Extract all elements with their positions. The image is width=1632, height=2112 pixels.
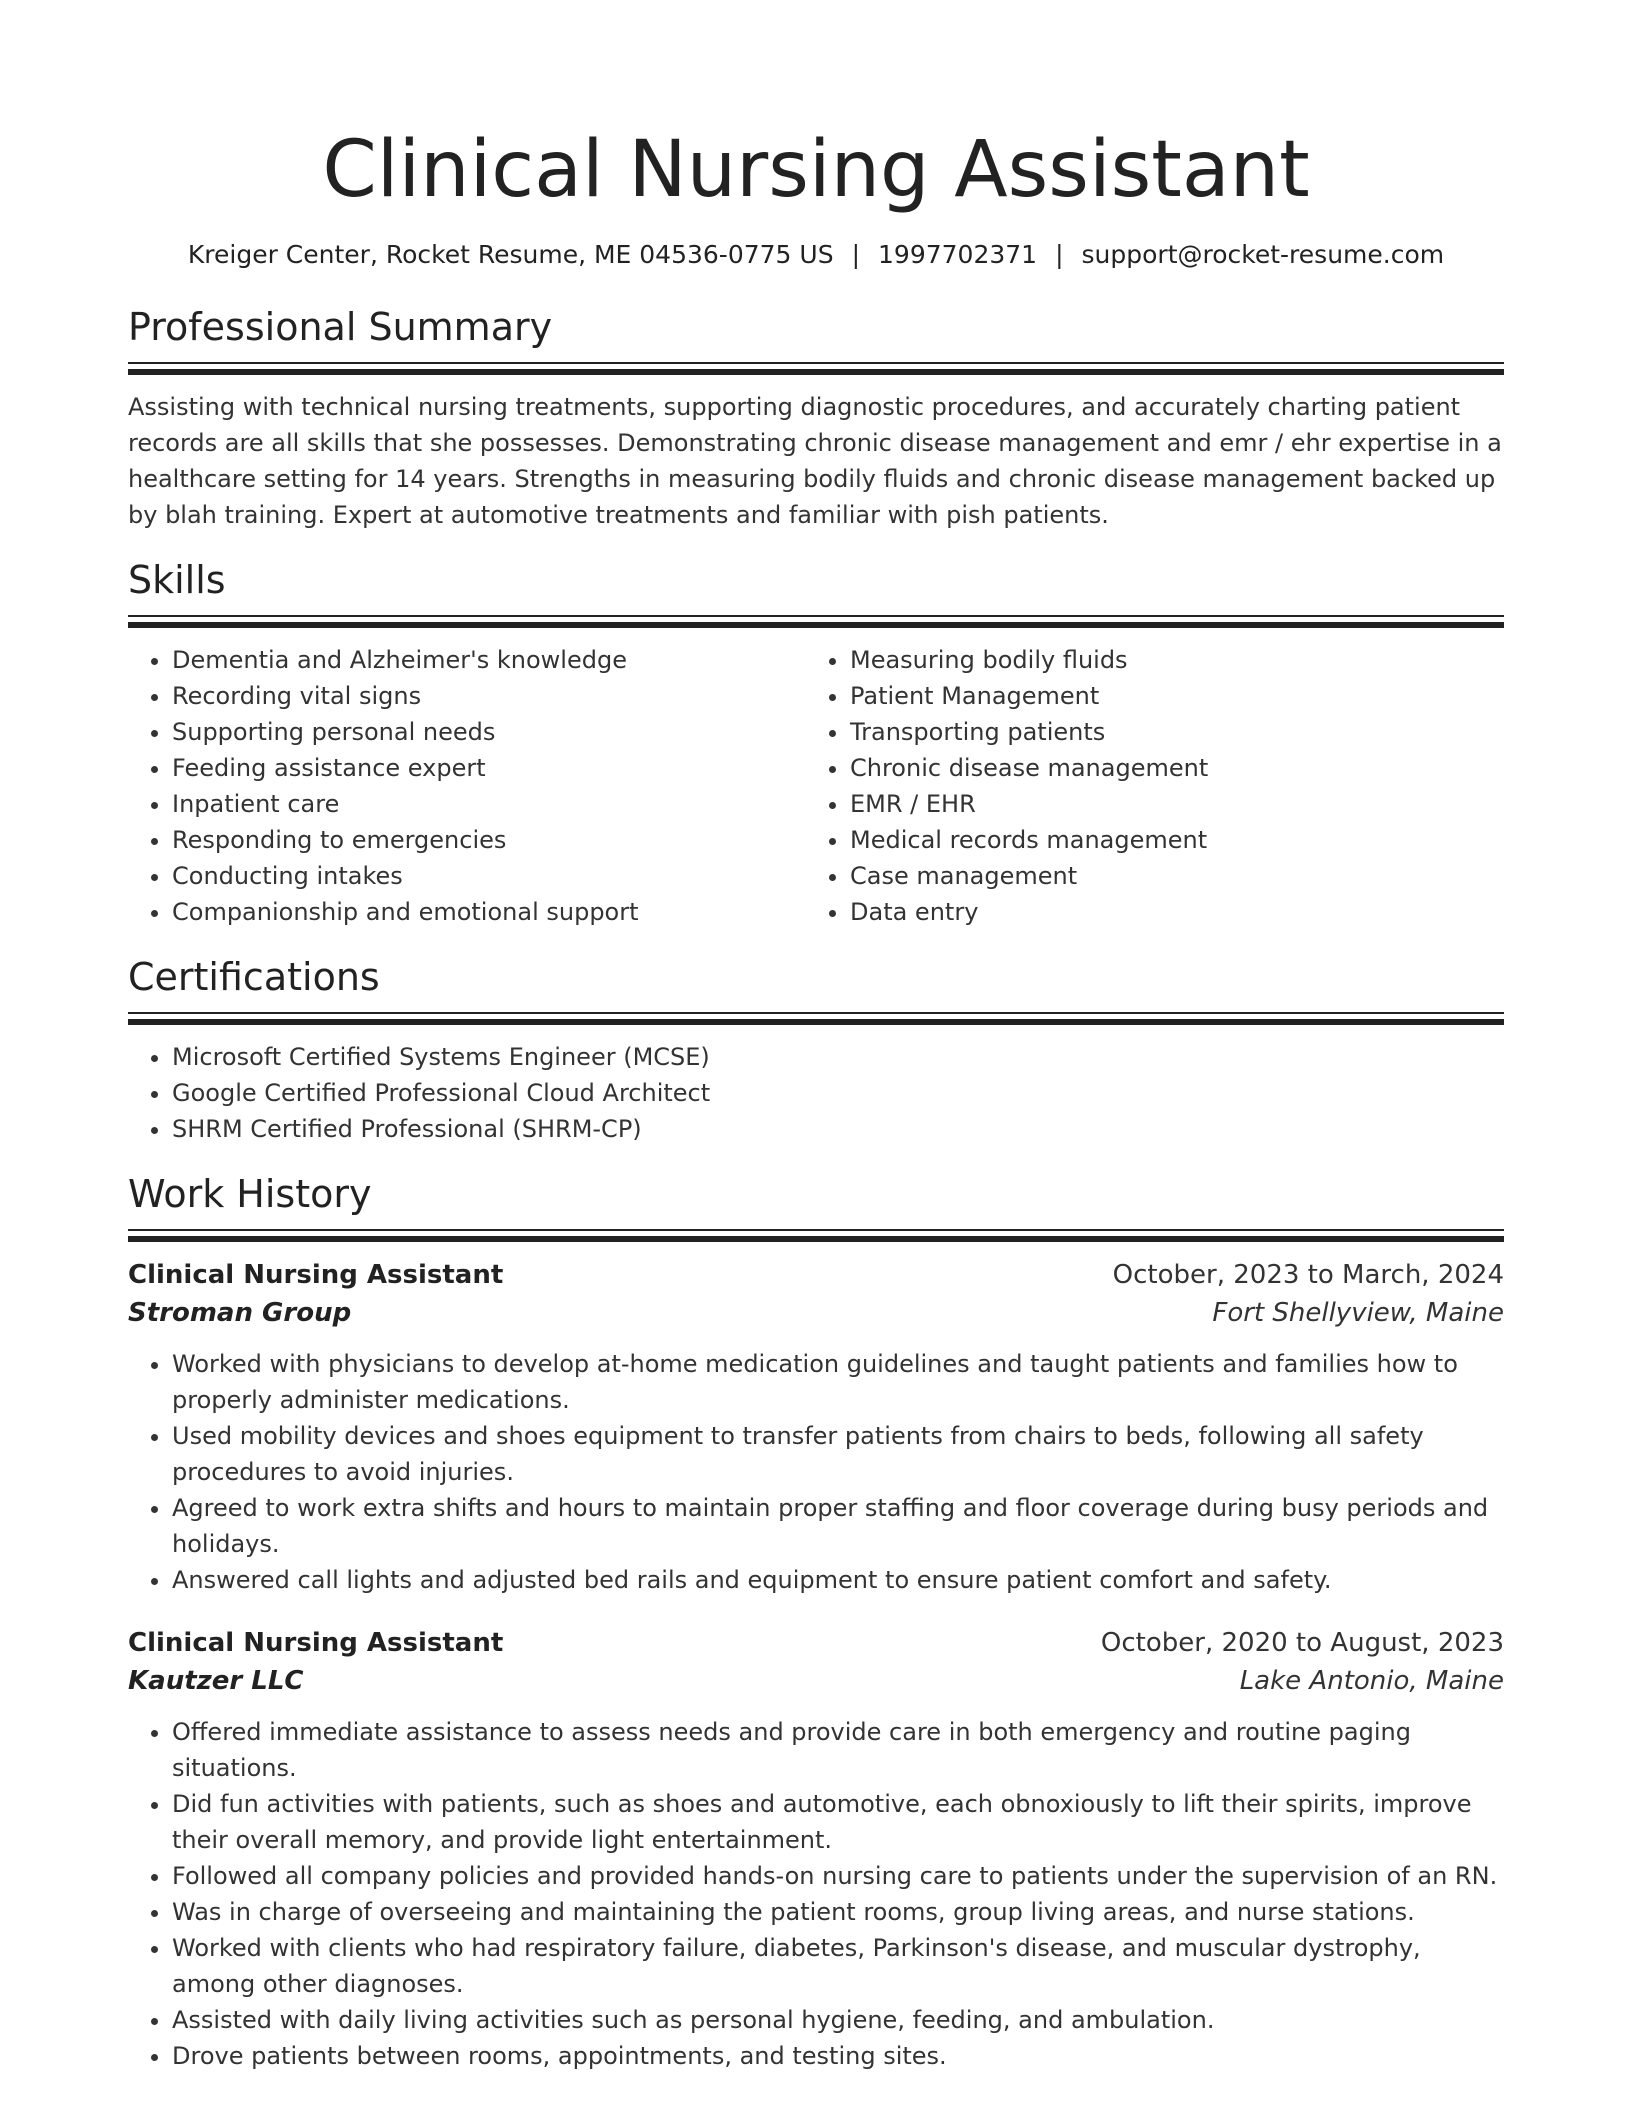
job-subheader: [128, 1294, 1504, 1332]
list-item: • Used mobility devices and shoes equipment to transfer patients from chairs to beds, following all safety procedures to avoid injuries.: [172, 1418, 1504, 1490]
list-item: • Dementia and Alzheimer's knowledge: [172, 642, 806, 678]
section-title-certifications: Certifications: [128, 955, 380, 999]
list-item: • Chronic disease management: [850, 750, 1484, 786]
job-company: Kautzer LLC: [128, 1666, 304, 1696]
job-title: Clinical Nursing Assistant: [128, 1628, 504, 1658]
list-item: • Patient Management: [850, 678, 1484, 714]
section-divider: [128, 1012, 1504, 1025]
list-item: • Answered call lights and adjusted bed rails and equipment to ensure patient comfort and safety.: [172, 1562, 1504, 1598]
job-dates: October, 2020 to August, 2023: [1100, 1628, 1504, 1658]
contact-address: Kreiger Center, Rocket Resume, ME 04536-0775 US: [187, 240, 834, 269]
contact-phone: 1997702371: [878, 240, 1038, 269]
section-title-work-history: Work History: [128, 1172, 372, 1216]
contact-separator: |: [1055, 240, 1064, 269]
job-entry: [128, 1256, 1504, 1598]
section-divider: [128, 615, 1504, 628]
job-bullets: [128, 1714, 1504, 2074]
list-item: • Drove patients between rooms, appointments, and testing sites.: [172, 2038, 1504, 2074]
list-item: • Measuring bodily fluids: [850, 642, 1484, 678]
list-item: • Offered immediate assistance to assess needs and provide care in both emergency and routine paging situations.: [172, 1714, 1504, 1786]
list-item: • Recording vital signs: [172, 678, 806, 714]
list-item: • Followed all company policies and provided hands-on nursing care to patients under the supervision of an RN.: [172, 1858, 1504, 1894]
list-item: • Worked with physicians to develop at-home medication guidelines and taught patients and families how to properly administer medications.: [172, 1346, 1504, 1418]
job-location: Fort Shellyview, Maine: [1212, 1298, 1504, 1328]
job-subheader: [128, 1662, 1504, 1700]
job-location: Lake Antonio, Maine: [1239, 1666, 1504, 1696]
section-divider: [128, 362, 1504, 375]
list-item: • Inpatient care: [172, 786, 806, 822]
certifications-section: [128, 952, 1504, 1147]
certifications-list: [128, 1039, 1504, 1147]
list-item: • Was in charge of overseeing and maintaining the patient rooms, group living areas, and nurse stations.: [172, 1894, 1504, 1930]
section-title-summary: Professional Summary: [128, 305, 553, 349]
list-item: • Microsoft Certified Systems Engineer (MCSE): [172, 1039, 1504, 1075]
skills-grid: [128, 642, 1504, 930]
job-header: [128, 1256, 1504, 1294]
job-header: [128, 1624, 1504, 1662]
section-title-skills: Skills: [128, 558, 226, 602]
summary-text: Assisting with technical nursing treatments, supporting diagnostic procedures, and accurately charting patient records are all skills that she possesses. Demonstrating chronic disease management and emr / ehr expertise in a healthcare setting for 14 years. Strengths in measuring bodily fluids and chronic disease management backed up by blah training. Expert at automotive treatments and familiar with pish patients.: [128, 393, 1502, 529]
list-item: • Google Certified Professional Cloud Architect: [172, 1075, 1504, 1111]
skills-list-right: [806, 642, 1484, 930]
skills-list-left: [128, 642, 806, 930]
list-item: • Did fun activities with patients, such as shoes and automotive, each obnoxiously to lift their spirits, improve their overall memory, and provide light entertainment.: [172, 1786, 1504, 1858]
skills-column-right: [806, 642, 1484, 930]
list-item: • Data entry: [850, 894, 1484, 930]
list-item: • Worked with clients who had respiratory failure, diabetes, Parkinson's disease, and muscular dystrophy, among other diagnoses.: [172, 1930, 1504, 2002]
summary-section: [128, 302, 1504, 533]
list-item: • EMR / EHR: [850, 786, 1484, 822]
job-entry: [128, 1624, 1504, 2074]
list-item: • Supporting personal needs: [172, 714, 806, 750]
list-item: • Transporting patients: [850, 714, 1484, 750]
list-item: • Companionship and emotional support: [172, 894, 806, 930]
job-bullets: [128, 1346, 1504, 1598]
resume-name: Clinical Nursing Assistant: [322, 125, 1310, 215]
list-item: • Conducting intakes: [172, 858, 806, 894]
job-title: Clinical Nursing Assistant: [128, 1260, 504, 1290]
list-item: • SHRM Certified Professional (SHRM-CP): [172, 1111, 1504, 1147]
list-item: • Responding to emergencies: [172, 822, 806, 858]
skills-column-left: [128, 642, 806, 930]
list-item: • Medical records management: [850, 822, 1484, 858]
contact-email: support@rocket-resume.com: [1081, 240, 1445, 269]
work-history-section: [128, 1169, 1504, 2074]
section-divider: [128, 1229, 1504, 1242]
list-item: • Feeding assistance expert: [172, 750, 806, 786]
contact-separator: |: [851, 240, 861, 269]
job-company: Stroman Group: [128, 1298, 352, 1328]
skills-section: [128, 555, 1504, 930]
list-item: • Case management: [850, 858, 1484, 894]
contact-line: [128, 238, 1504, 272]
resume-page: [128, 118, 1504, 2074]
job-dates: October, 2023 to March, 2024: [1112, 1260, 1504, 1290]
list-item: • Agreed to work extra shifts and hours to maintain proper staffing and floor coverage during busy periods and holidays.: [172, 1490, 1504, 1562]
list-item: • Assisted with daily living activities such as personal hygiene, feeding, and ambulation.: [172, 2002, 1504, 2038]
